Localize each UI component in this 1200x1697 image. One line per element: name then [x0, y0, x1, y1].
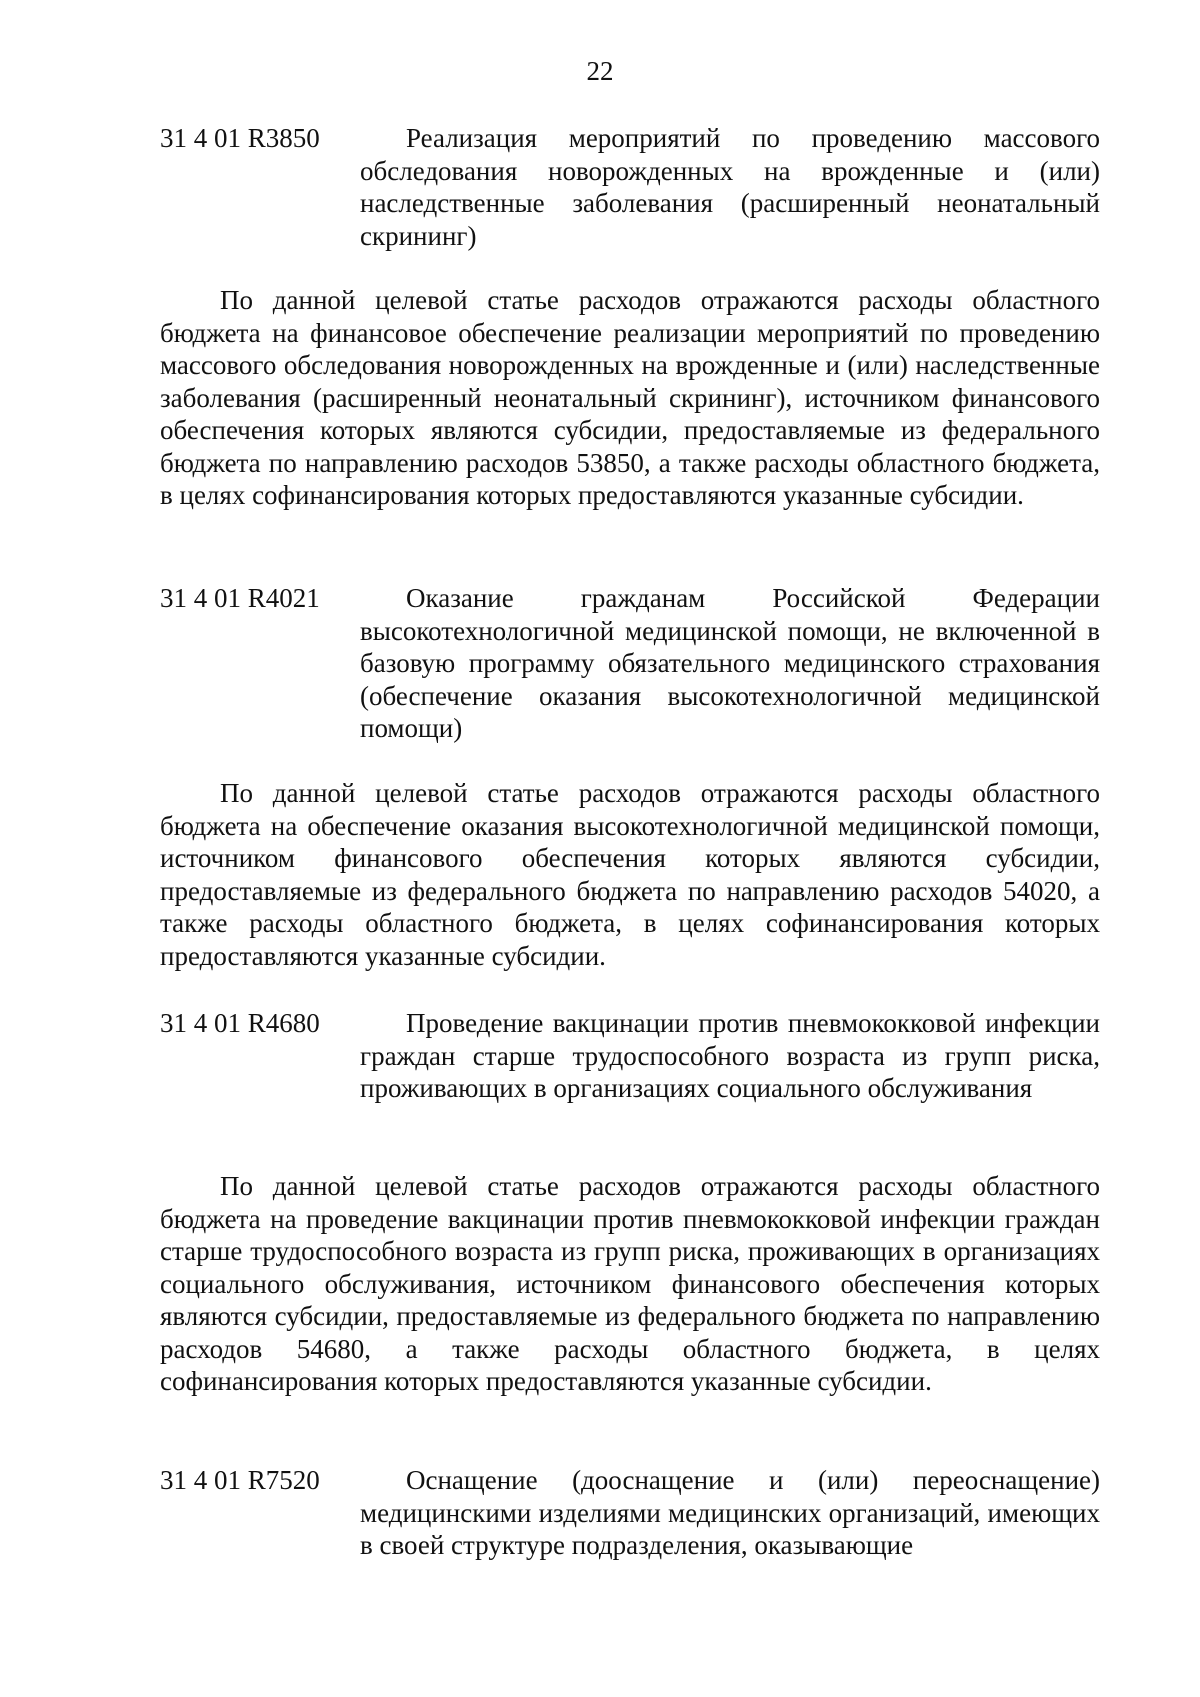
budget-entry	[160, 1464, 1100, 1562]
budget-entry	[160, 582, 1100, 745]
entry-heading: Реализация мероприятий по проведению массового обследования новорожденных на врожденные и (или) наследственные заболевания (расширенный неонатальный скрининг)	[360, 123, 1100, 251]
entry-paragraph: По данной целевой статье расходов отражаются расходы областного бюджета на финансовое обеспечение реализации мероприятий по проведению массового обследования новорожденных на врожденные и (или) наследственные заболевания (расширенный неонатальный скрининг), источником финансового обеспечения которых являются субсидии, предоставляемые из федерального бюджета по направлению расходов 53850, а также расходы областного бюджета, в целях софинансирования которых предоставляются указанные субсидии.	[160, 285, 1100, 510]
budget-code: 31 4 01 R7520	[160, 1465, 320, 1495]
budget-entry	[160, 122, 1100, 252]
entry-heading: Оснащение (дооснащение и (или) переоснащение) медицинскими изделиями медицинских организаций, имеющих в своей структуре подразделения, оказывающие	[360, 1465, 1100, 1560]
entry-heading: Проведение вакцинации против пневмококковой инфекции граждан старше трудоспособного возраста из групп риска, проживающих в организациях социального обслуживания	[360, 1008, 1100, 1103]
entry-paragraph: По данной целевой статье расходов отражаются расходы областного бюджета на обеспечение оказания высокотехнологичной медицинской помощи, источником финансового обеспечения которых являются субсидии, предоставляемые из федерального бюджета по направлению расходов 54020, а также расходы областного бюджета, в целях софинансирования которых предоставляются указанные субсидии.	[160, 778, 1100, 971]
budget-code: 31 4 01 R4680	[160, 1008, 320, 1038]
entry-heading: Оказание гражданам Российской Федерации высокотехнологичной медицинской помощи, не включенной в базовую программу обязательного медицинского страхования (обеспечение оказания высокотехнологичной медицинской помощи)	[360, 583, 1100, 743]
budget-entry	[160, 1007, 1100, 1105]
budget-code: 31 4 01 R3850	[160, 123, 320, 153]
page-number: 22	[586, 56, 614, 86]
budget-code: 31 4 01 R4021	[160, 583, 320, 613]
entry-paragraph: По данной целевой статье расходов отражаются расходы областного бюджета на проведение вакцинации против пневмококковой инфекции граждан старше трудоспособного возраста из групп риска, проживающих в организациях социального обслуживания, источником финансового обеспечения которых являются субсидии, предоставляемые из федерального бюджета по направлению расходов 54680, а также расходы областного бюджета, в целях софинансирования которых предоставляются указанные субсидии.	[160, 1171, 1100, 1396]
